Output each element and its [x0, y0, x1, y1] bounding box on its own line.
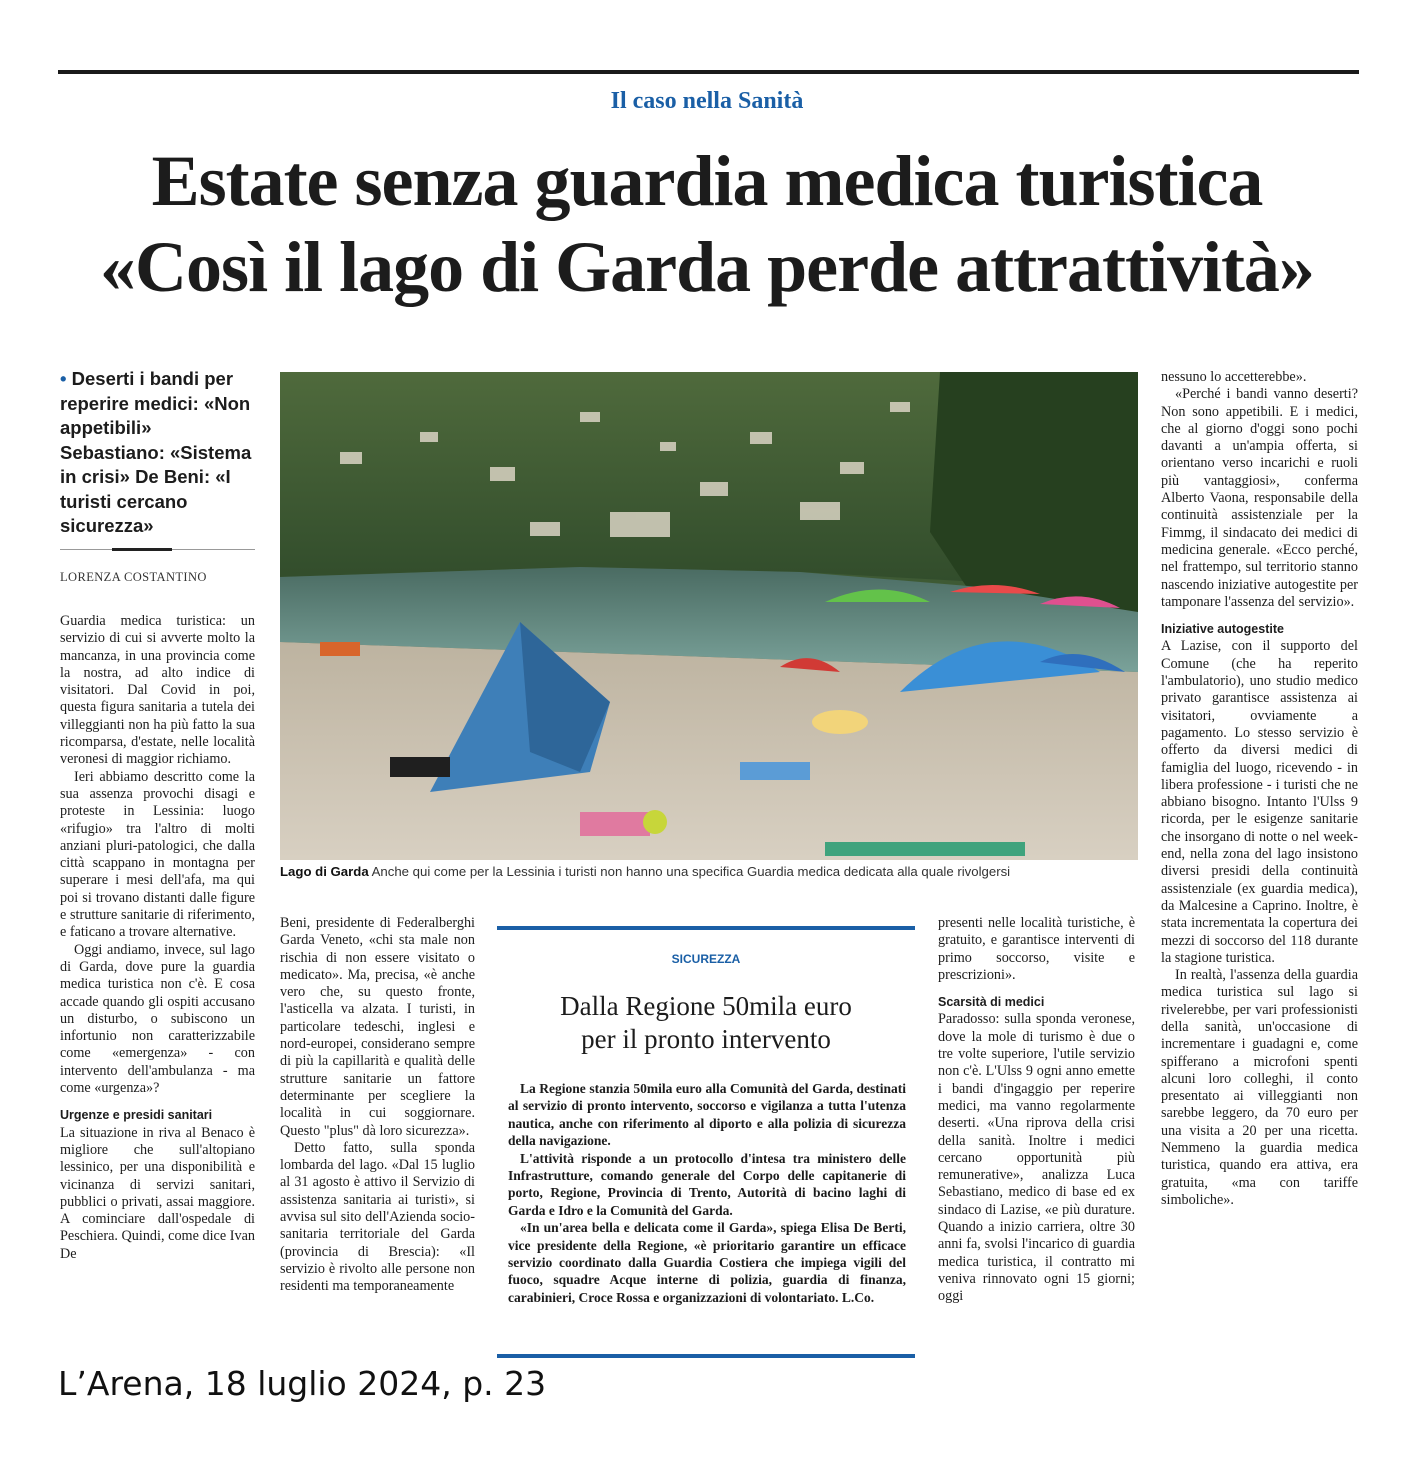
headline [40, 138, 1374, 310]
paragraph: presenti nelle località turistiche, è gratuito, e garantisce interventi di primo soccorso, visite e prescrizioni». [938, 915, 1135, 983]
bullet-icon: • [60, 368, 67, 389]
sidebar-label: SICUREZZA [671, 952, 741, 966]
headline-line-1: Estate senza guardia medica turistica [151, 141, 1263, 221]
sidebar-title-line-2: per il pronto intervento [581, 1024, 831, 1054]
sidebar-body [508, 1080, 906, 1306]
sidebar-box-bottom-rule [497, 1354, 915, 1358]
paragraph: Detto fatto, sulla sponda lombarda del lago. «Dal 15 luglio al 31 agosto è attivo il Servizio di assistenza sanitaria ai turisti», si avvisa sul sito dell'Azienda socio-sanitaria territoriale del Garda (provincia di Brescia): «Il servizio è rivolto alle persone non residenti ma temporaneamente [280, 1139, 475, 1295]
article-column-2 [280, 915, 475, 1296]
photo-caption [280, 864, 1140, 879]
paragraph: «In un'area bella e delicata come il Garda», spiega Elisa De Berti, vice presidente della Regione, «è prioritario garantire un efficace servizio coordinato dalla Guardia Costiera che impiega vigili del fuoco, squadre Acque interne di polizia, guardia di finanza, carabinieri, Croce Rossa e organizzazioni di volontariato. L.Co. [508, 1220, 906, 1305]
paragraph: L'attività risponde a un protocollo d'intesa tra ministero delle Infrastrutture, comando generale del Corpo delle capitanerie di porto, Regione, Provincia di Trento, Autorità di bacino laghi di Garda e Idro e la Comunità del Garda. [508, 1150, 906, 1218]
subheading: Urgenze e presidi sanitari [60, 1108, 213, 1123]
section-kicker: Il caso nella Sanità [610, 88, 804, 114]
paragraph: Ieri abbiamo descritto come la sua assenza provochi disagi e proteste in Lessinia: luogo «rifugio» tra l'altro di molti anziani pluri-patologici, che dalla città scappano in montagna per superare i mesi dell'afa, ma qui poi si trovano distanti dalle figure e strutture sanitarie di riferimento, e faticano a trovare alternative. [60, 768, 255, 941]
caption-text: Anche qui come per la Lessinia i turisti non hanno una specifica Guardia medica dedicata alla quale rivolgersi [368, 864, 1011, 879]
paragraph: Beni, presidente di Federalberghi Garda Veneto, «chi sta male non rischia di non essere visitato o medicato». Ma, precisa, «è anche vero che, su questo fronte, l'asticella va alzata. I turisti, in particolare tedeschi, inglesi e nord-europei, considerano sempre di più la capillarità e qualità delle strutture sanitarie un fattore determinante per scegliere la località in cui soggiornare. Questo "plus" dà loro sicurezza». [280, 915, 475, 1139]
paragraph: «Perché i bandi vanno deserti? Non sono appetibili. E i medici, che al giorno d'oggi sono pochi davanti a un'ampia offerta, si orientano verso incarichi e ruoli più vantaggiosi», conferma Alberto Vaona, responsabile della continuità assistenziale per la Fimmg, il sindacato dei medici di medicina generale. «Ecco perché, nel frattempo, sul territorio stanno nascendo iniziative autogestite per tamponare l'assenza del servizio». [1161, 386, 1358, 610]
paragraph: La situazione in riva al Benaco è migliore che sull'altopiano lessinico, per una disponibilità e vicinanza di servizi sanitari, pubblici o privati, assai maggiore. A cominciare dall'ospedale di Peschiera. Quindi, come dice Ivan De [60, 1124, 255, 1262]
byline: LORENZA COSTANTINO [60, 570, 207, 584]
headline-line-2: «Così il lago di Garda perde attrattività» [100, 227, 1314, 307]
paragraph: nessuno lo accetterebbe». [1161, 369, 1307, 385]
paragraph: Oggi andiamo, invece, sul lago di Garda, dove pure la guardia medica turistica non c'è. E cosa accade quando gli ospiti accusano un disturbo, o subiscono un infortunio non caratterizzabile come «emergenza» - con intervento dell'ambulanza - ma come «urgenza»? [60, 941, 255, 1097]
sidebar-box-top-rule [497, 926, 915, 930]
article-column-4 [1161, 369, 1358, 1209]
subheading: Scarsità di medici [938, 995, 1045, 1010]
sidebar-title [497, 990, 915, 1056]
article-column-3 [938, 915, 1135, 1306]
paragraph: La Regione stanzia 50mila euro alla Comunità del Garda, destinati al servizio di pronto intervento, soccorso e vigilanza a tutta l'utenza nautica, anche con riferimento al diporto e alla polizia di sicurezza della navigazione. [508, 1081, 906, 1149]
paragraph: Guardia medica turistica: un servizio di cui si avverte molto la mancanza, in una provincia come la nostra, ad alto indice di visitatori. Dal Covid in poi, questa figura sanitaria a tutela dei villeggianti non ha più fatto la sua ricomparsa, d'estate, nelle località veronesi di maggior richiamo. [60, 613, 255, 768]
paragraph: A Lazise, con il supporto del Comune (che ha reperito l'ambulatorio), uno studio medico privato garantisce assistenza ai visitatori, ovviamente a pagamento. Lo stesso servizio è offerto da diversi medici di famiglia del luogo, ricevendo - in libera professione - i turisti che ne abbiano bisogno. Intanto l'Ulss 9 ricorda, per le esigenze sanitarie che insorgano di notte o nel week-end, nella zona del lago insistono diversi presidi della continuità assistenziale (ex guardia medica), da Malcesine a Caprino. Inoltre, è stata incrementata la copertura dei mezzi di soccorso del 118 durante la stagione turistica. [1161, 638, 1358, 966]
caption-label: Lago di Garda [280, 864, 369, 879]
paragraph: In realtà, l'assenza della guardia medica turistica sul lago si rivelerebbe, per vari professionisti della sanità, un'occasione di incrementare i guadagni e, come spifferano a microfoni spenti alcuni loro colleghi, il conto presentato ai villeggianti non sarebbe leggero, da 70 euro per una visita a 20 per una ricetta. Nemmeno la guardia medica turistica, quando era attiva, era gratuita, «ma con tariffe simboliche». [1161, 967, 1358, 1208]
paragraph: Paradosso: sulla sponda veronese, dove la mole di turismo è due o tre volte superiore, l'utile servizio non c'è. L'Ulss 9 ogni anno emette i bandi d'ingaggio per reperire medici, ma vanno regolarmente deserti. «Una riprova della crisi della sanità. Inoltre i medici cercano opportunità più remunerative», analizza Luca Sebastiano, medico di base ed ex sindaco di Lazise, «e più durature. Quando a inizio carriera, oltre 30 anni fa, svolsi l'incarico di guardia medica turistica, il contratto mi veniva rinnovato ogni 15 giorni; oggi [938, 1011, 1135, 1305]
summary-divider-accent [112, 548, 172, 551]
subheading: Iniziative autogestite [1161, 622, 1284, 637]
beach-scene-image [280, 372, 1138, 860]
summary-box [60, 367, 260, 539]
sidebar-title-line-1: Dalla Regione 50mila euro [560, 991, 852, 1021]
source-footer: L’Arena, 18 luglio 2024, p. 23 [58, 1364, 547, 1403]
top-rule [58, 70, 1359, 74]
summary-text: Deserti i bandi per reperire medici: «Non appetibili» Sebastiano: «Sistema in crisi» De Beni: «I turisti cercano sicurezza» [60, 368, 252, 536]
lake-garda-photo [280, 372, 1138, 860]
article-column-1 [60, 613, 255, 1263]
